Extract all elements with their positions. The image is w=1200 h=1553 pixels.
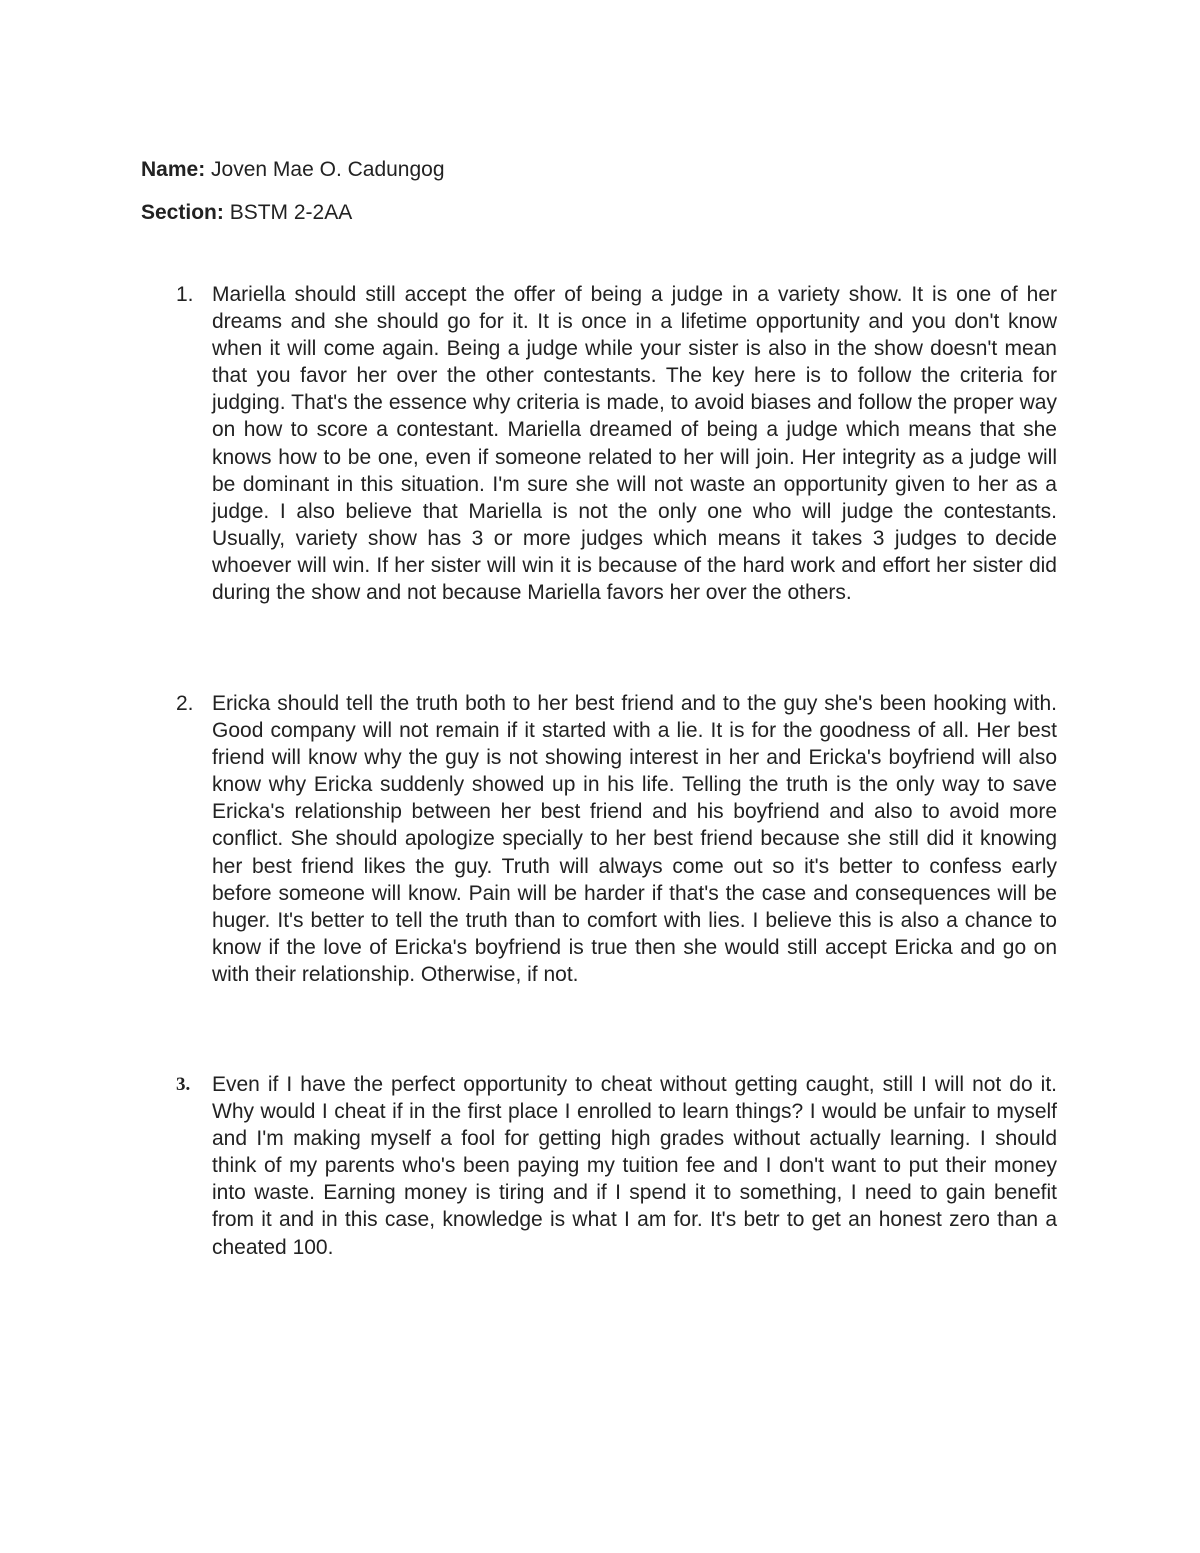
- section-line: [141, 199, 352, 227]
- answer-number-1: 1.: [176, 283, 194, 306]
- answer-text-2: Ericka should tell the truth both to her best friend and to the guy she's been hooking with. Good company will not remain if it started with a lie. It is for the goodness of all. Her best friend will know why the guy is not showing interest in her and Ericka's boyfriend will also know why Ericka suddenly showed up in his life. Telling the truth is the only way to save Ericka's relationship between her best friend and his boyfriend and also to avoid more conflict. She should apologize specially to her best friend because she still did it knowing her best friend likes the guy. Truth will always come out so it's better to confess early before someone will know. Pain will be harder if that's the case and consequences will be huger. It's better to tell the truth than to comfort with lies. I believe this is also a chance to know if the love of Ericka's boyfriend is true then she would still accept Ericka and go on with their relationship. Otherwise, if not.: [212, 692, 1057, 986]
- name-line: [141, 156, 445, 184]
- answer-item-3: [141, 1071, 1057, 1261]
- name-value: Joven Mae O. Cadungog: [211, 158, 445, 181]
- answer-text-3: Even if I have the perfect opportunity to cheat without getting caught, still I will not do it. Why would I cheat if in the first place I enrolled to learn things? I would be unfair to myself and I'm making myself a fool for getting high grades without actually learning. I should think of my parents who's been paying my tuition fee and I don't want to put their money into waste. Earning money is tiring and if I spend it to something, I need to gain benefit from it and in this case, knowledge is what I am for. It's betr to get an honest zero than a cheated 100.: [212, 1073, 1057, 1259]
- name-label: Name:: [141, 158, 206, 181]
- answer-text-1: Mariella should still accept the offer of being a judge in a variety show. It is one of her dreams and she should go for it. It is once in a lifetime opportunity and you don't know when it will come again. Being a judge while your sister is also in the show doesn't mean that you favor her over the other contestants. The key here is to follow the criteria for judging. That's the essence why criteria is made, to avoid biases and follow the proper way on how to score a contestant. Mariella dreamed of being a judge which means that she knows how to be one, even if someone related to her will join. Her integrity as a judge will be dominant in this situation. I'm sure she will not waste an opportunity given to her as a judge. I also believe that Mariella is not the only one who will judge the contestants. Usually, variety show has 3 or more judges which means it takes 3 judges to decide whoever will win. If her sister will win it is because of the hard work and effort her sister did during the show and not because Mariella favors her over the others.: [212, 283, 1057, 605]
- section-value: BSTM 2-2AA: [229, 201, 353, 224]
- answer-number-2: 2.: [176, 692, 194, 715]
- answer-number-3: 3.: [176, 1074, 191, 1095]
- answer-item-1: [141, 281, 1057, 606]
- section-label: Section:: [141, 201, 224, 224]
- answer-item-2: [141, 690, 1057, 988]
